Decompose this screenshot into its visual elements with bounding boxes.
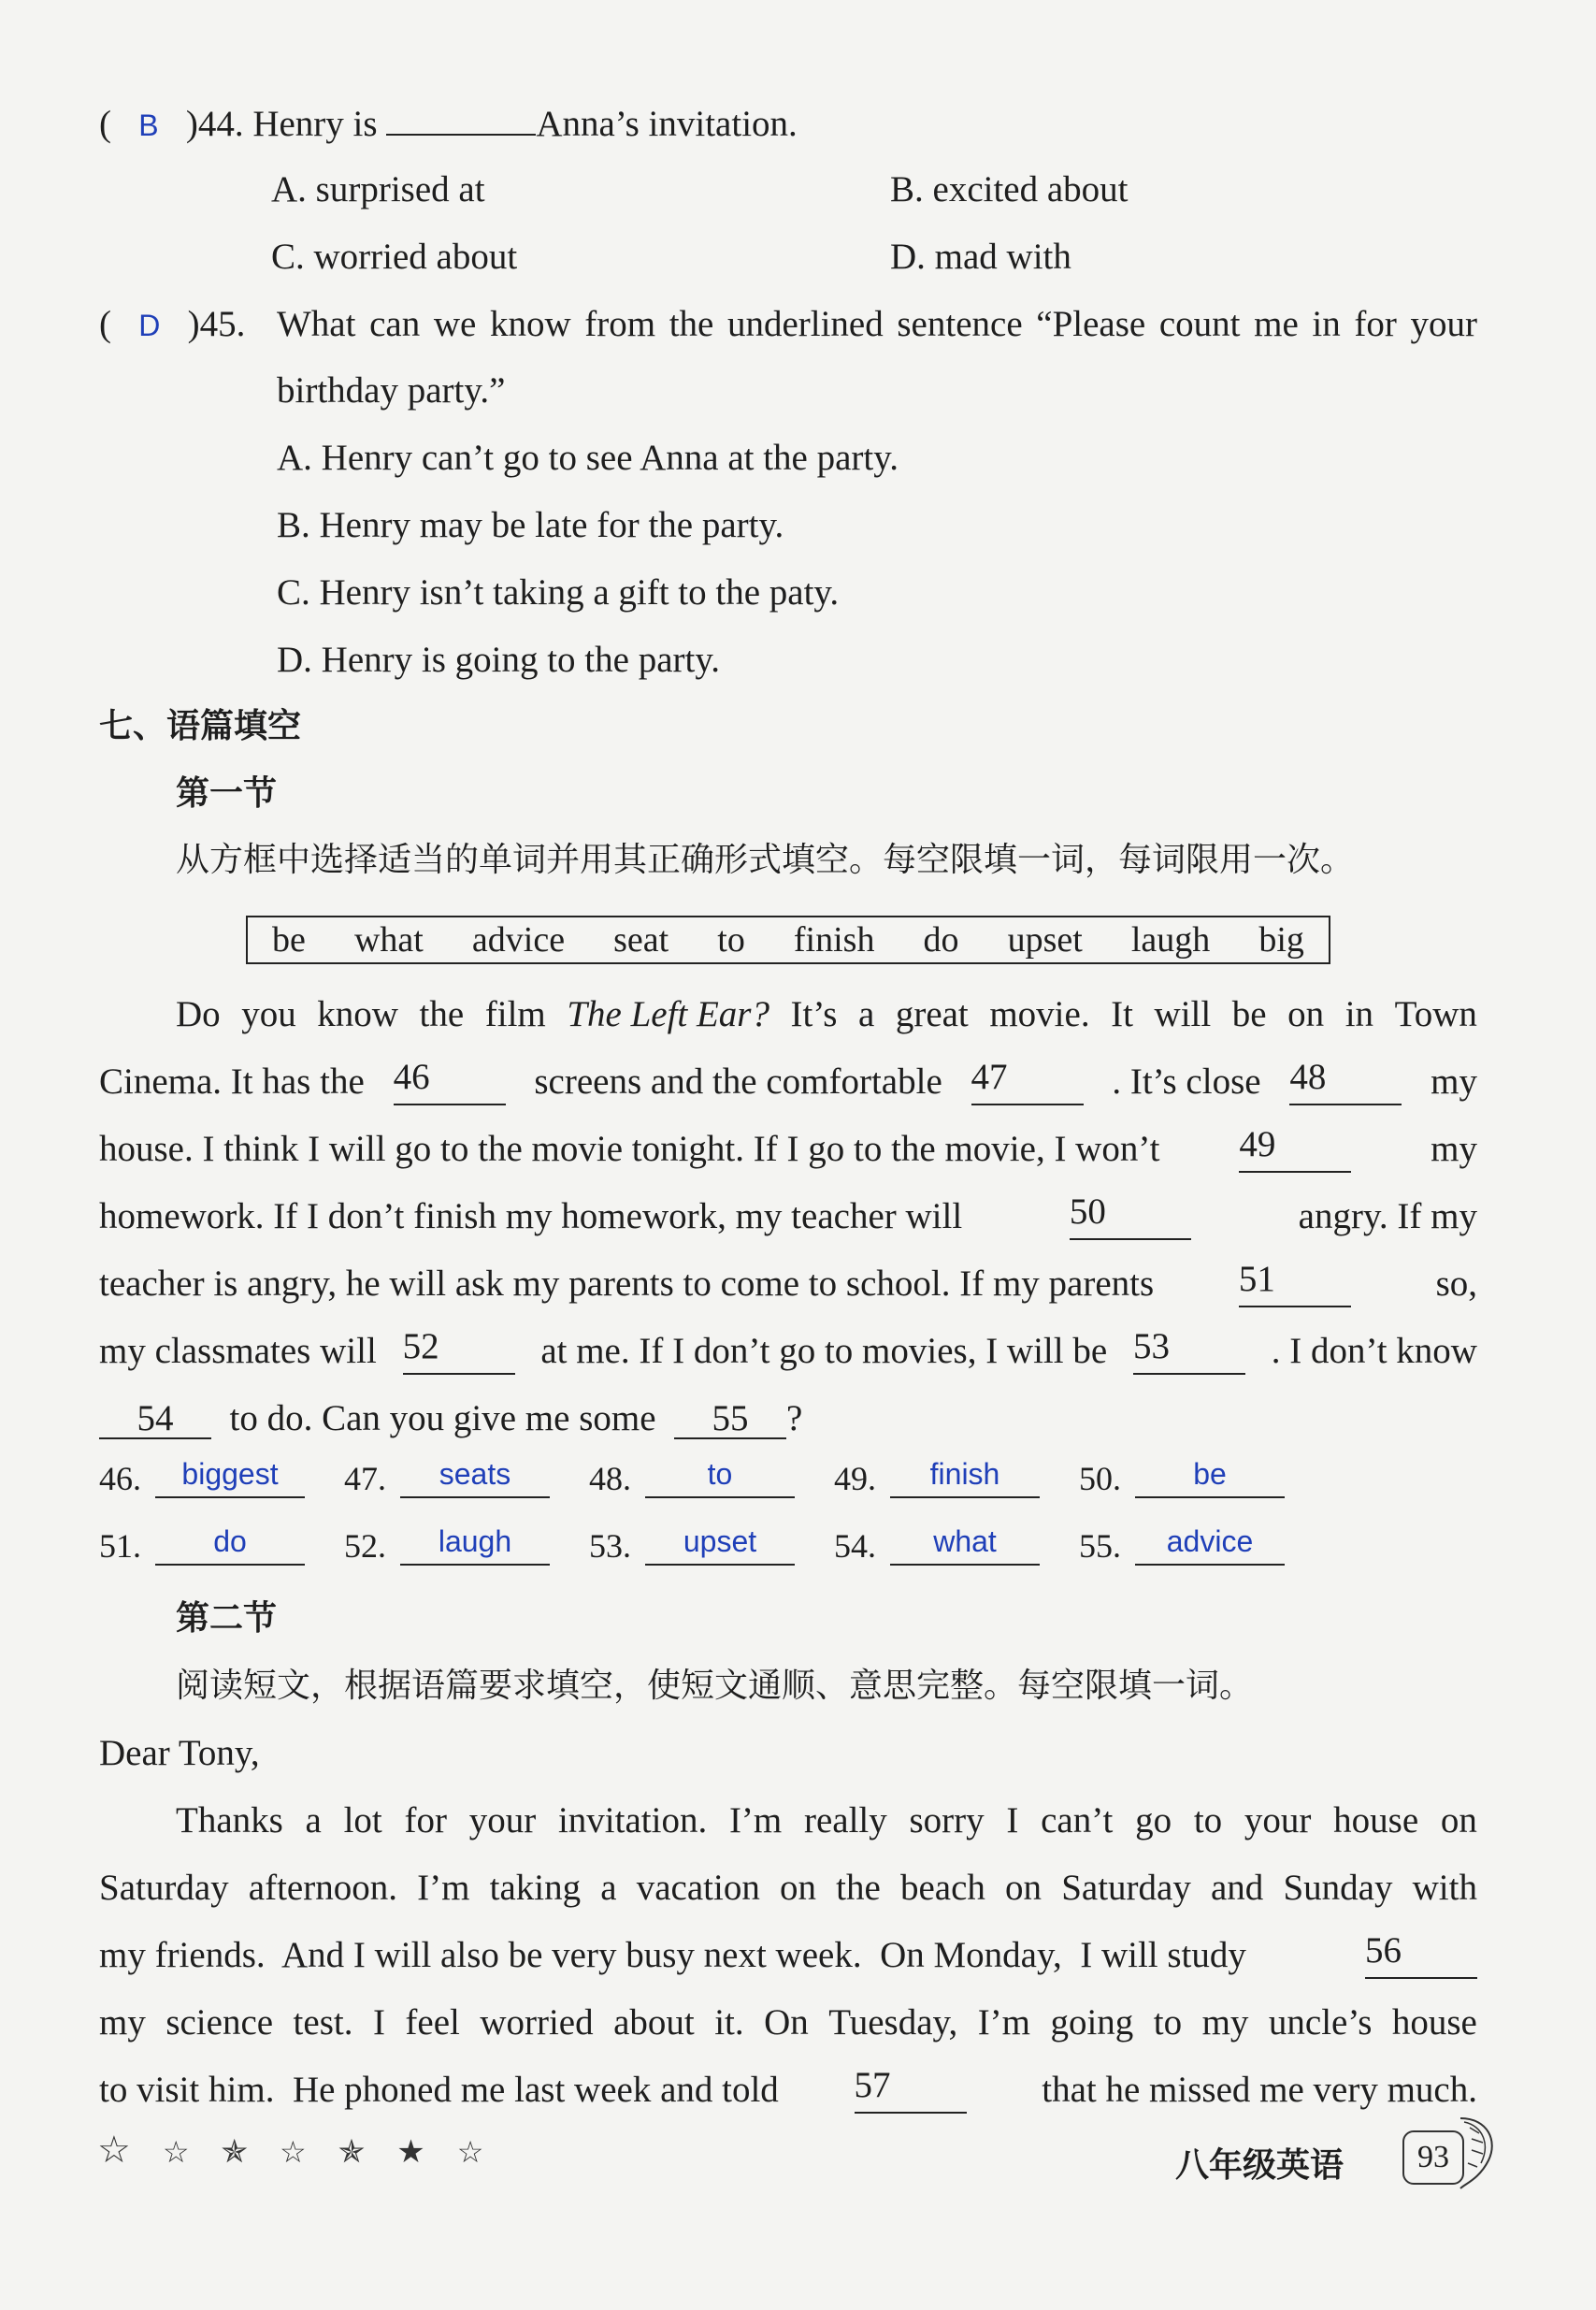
answer-row-1 xyxy=(99,1457,1315,1506)
answer-field-46[interactable]: biggest xyxy=(155,1457,305,1498)
answer-item: 51. do xyxy=(99,1524,305,1566)
passage1-line4: homework. If I don’t finish my homework, my teacher will 50 angry. If my xyxy=(99,1193,1477,1240)
answer-field-54[interactable]: what xyxy=(890,1524,1040,1566)
star-icon: ☆ xyxy=(162,2135,190,2169)
passage1-line5: teacher is angry, he will ask my parents to come to school. If my parents 51 so, xyxy=(99,1261,1477,1307)
answer-item: 54. what xyxy=(834,1524,1040,1566)
part1-title: 第一节 xyxy=(176,774,278,813)
answer-field-50[interactable]: be xyxy=(1135,1457,1285,1498)
passage1-line6: my classmates will 52 at me. If I don’t go to movies, I will be 53 . I don’t know xyxy=(99,1328,1477,1375)
star-icon: ☆ xyxy=(280,2135,307,2169)
leaf-icon xyxy=(1451,2109,1503,2193)
answer-field-47[interactable]: seats xyxy=(400,1457,550,1498)
blank-48: 48 xyxy=(1289,1059,1402,1105)
answer-item: 46. biggest xyxy=(99,1457,305,1498)
passage1-line1: Do you know the film The Left Ear? It’s a great movie. It will be on in Town xyxy=(176,994,1477,1034)
answer-field-55[interactable]: advice xyxy=(1135,1524,1285,1566)
letter-line4: my science test. I feel worried about it. On Tuesday, I’m going to my uncle’s house xyxy=(99,2002,1477,2043)
word-box-item: big xyxy=(1258,920,1304,960)
q44-option-a: A. surprised at xyxy=(271,169,485,209)
blank-55: 55 xyxy=(674,1400,786,1439)
part2-instructions: 阅读短文，根据语篇要求填空，使短文通顺、意思完整。每空限填一词。 xyxy=(176,1667,1254,1705)
q45-option-b: B. Henry may be late for the party. xyxy=(277,505,784,545)
blank-57: 57 xyxy=(855,2067,967,2114)
answer-item: 52. laugh xyxy=(344,1524,550,1566)
answer-field-51[interactable]: do xyxy=(155,1524,305,1566)
word-box-item: seat xyxy=(613,920,669,960)
letter-line2: Saturday afternoon. I’m taking a vacation on the beach on Saturday and Sunday with xyxy=(99,1868,1477,1908)
part2-title: 第二节 xyxy=(176,1599,278,1638)
answer-item: 49. finish xyxy=(834,1457,1040,1498)
answer-item: 53. upset xyxy=(589,1524,795,1566)
blank-51: 51 xyxy=(1239,1261,1351,1307)
blank-54: 54 xyxy=(99,1400,211,1439)
word-box-item: advice xyxy=(471,920,566,960)
blank-50: 50 xyxy=(1070,1193,1191,1240)
q45-stem-end: birthday party.” xyxy=(277,370,506,411)
page-number: 93 xyxy=(1402,2130,1464,2185)
star-icon: ☆ xyxy=(97,2129,131,2171)
blank-49: 49 xyxy=(1239,1126,1351,1173)
q44-paren: ( B )44. Henry is Anna’s invitation. xyxy=(99,104,798,144)
q45-answer: D xyxy=(138,309,161,342)
section-title: 七、语篇填空 xyxy=(99,707,302,745)
star-icon: ✯ xyxy=(338,2135,366,2170)
answer-field-52[interactable]: laugh xyxy=(400,1524,550,1566)
word-box xyxy=(246,916,1330,964)
blank-47: 47 xyxy=(971,1059,1084,1105)
letter-greeting: Dear Tony, xyxy=(99,1733,260,1773)
answer-item: 47. seats xyxy=(344,1457,550,1498)
letter-line5: to visit him. He phoned me last week and told 57 that he missed me very much. xyxy=(99,2067,1477,2114)
answer-item: 55. advice xyxy=(1079,1524,1285,1566)
book-title: 八年级英语 xyxy=(1175,2146,1344,2185)
decorative-stars xyxy=(97,2128,506,2172)
answer-field-53[interactable]: upset xyxy=(645,1524,795,1566)
q44-option-d: D. mad with xyxy=(890,237,1071,277)
passage1-line3: house. I think I will go to the movie tonight. If I go to the movie, I won’t 49 my xyxy=(99,1126,1477,1173)
answer-row-2 xyxy=(99,1524,1315,1573)
q45-stem: What can we know from the underlined sentence “Please count me in for your xyxy=(277,304,1477,344)
part1-instructions: 从方框中选择适当的单词并用其正确形式填空。每空限填一词，每词限用一次。 xyxy=(176,841,1355,879)
word-box-item: laugh xyxy=(1130,920,1211,960)
word-box-item: upset xyxy=(1007,920,1083,960)
word-box-item: to xyxy=(717,920,745,960)
q44-option-b: B. excited about xyxy=(890,169,1129,209)
q44-blank xyxy=(386,134,536,136)
blank-52: 52 xyxy=(403,1328,515,1375)
answer-field-49[interactable]: finish xyxy=(890,1457,1040,1498)
q45-option-c: C. Henry isn’t taking a gift to the paty. xyxy=(277,572,840,613)
answer-item: 48. to xyxy=(589,1457,795,1498)
q44-answer: B xyxy=(138,108,159,142)
word-box-item: finish xyxy=(793,920,875,960)
blank-53: 53 xyxy=(1133,1328,1245,1375)
word-box-item: what xyxy=(353,920,424,960)
star-icon: ★ xyxy=(396,2135,425,2170)
q45-option-d: D. Henry is going to the party. xyxy=(277,640,721,680)
letter-line3: my friends. And I will also be very busy next week. On Monday, I will study 56 xyxy=(99,1932,1477,1979)
star-icon: ✯ xyxy=(221,2135,249,2170)
q44-option-c: C. worried about xyxy=(271,237,518,277)
word-box-item: be xyxy=(272,920,306,960)
word-box-item: do xyxy=(923,920,959,960)
answer-field-48[interactable]: to xyxy=(645,1457,795,1498)
blank-46: 46 xyxy=(394,1059,506,1105)
q45-option-a: A. Henry can’t go to see Anna at the party. xyxy=(277,438,899,478)
star-icon: ☆ xyxy=(456,2135,484,2169)
passage1-line2: Cinema. It has the 46 screens and the comfortable 47 . It’s close 48 my xyxy=(99,1059,1477,1105)
passage1-line7: 54 to do. Can you give me some 55 ? xyxy=(99,1395,802,1442)
q45-paren: ( D )45. xyxy=(99,304,246,344)
letter-line1: Thanks a lot for your invitation. I’m really sorry I can’t go to your house on xyxy=(176,1800,1477,1841)
answer-item: 50. be xyxy=(1079,1457,1285,1498)
blank-56: 56 xyxy=(1365,1932,1477,1979)
